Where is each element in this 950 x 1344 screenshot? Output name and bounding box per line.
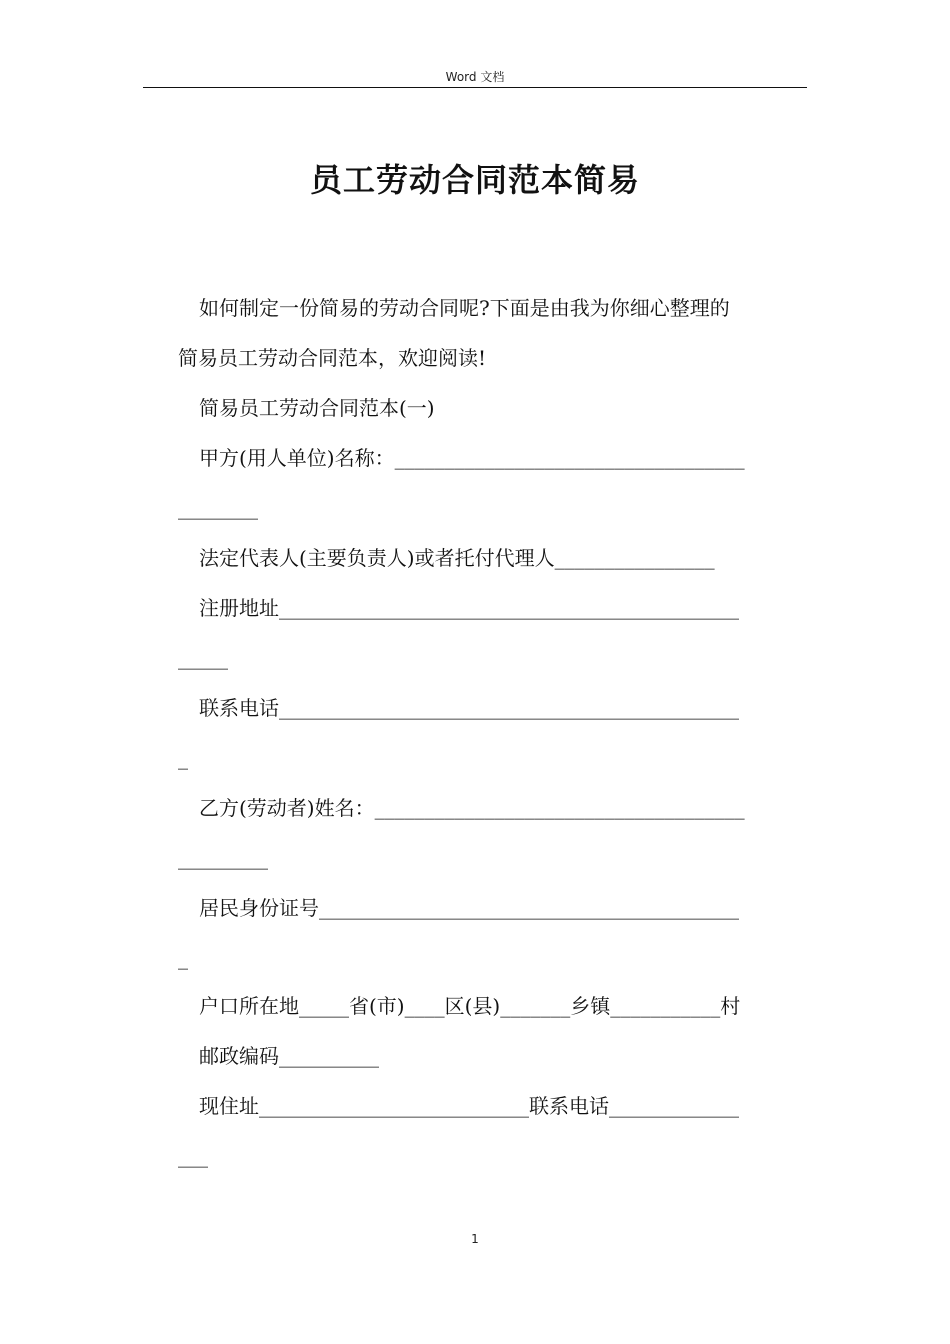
field-registered-address: 注册地址______________________________________________ (199, 596, 739, 620)
document-title: 员工劳动合同范本简易 (309, 161, 640, 199)
section-heading: 简易员工劳动合同范本(一) (199, 396, 435, 420)
field-household-registration: 户口所在地_____省(市)____区(县)_______乡镇___________村 (199, 994, 741, 1018)
field-registered-address-cont: _____ (178, 646, 228, 670)
field-party-b-name-cont: _________ (178, 846, 268, 870)
header-divider (143, 87, 807, 88)
header-label: Word 文档 (445, 70, 505, 84)
field-contact-phone-cont: _ (178, 746, 188, 770)
field-party-a-name: 甲方(用人单位)名称：___________________________________ (199, 446, 745, 470)
field-postal-code: 邮政编码__________ (199, 1044, 379, 1068)
body-paragraph-intro: 如何制定一份简易的劳动合同呢?下面是由我为你细心整理的 (199, 296, 730, 320)
field-current-address: 现住址___________________________联系电话_____________ (199, 1094, 739, 1118)
field-party-b-name: 乙方(劳动者)姓名：_____________________________________ (199, 796, 745, 820)
field-id-number-cont: _ (178, 946, 188, 970)
field-contact-phone: 联系电话______________________________________________ (199, 696, 739, 720)
field-legal-representative: 法定代表人(主要负责人)或者托付代理人________________ (199, 546, 715, 570)
field-id-number: 居民身份证号__________________________________________ (199, 896, 739, 920)
body-paragraph-intro-cont: 简易员工劳动合同范本，欢迎阅读! (178, 346, 487, 370)
page-number: 1 (471, 1232, 479, 1246)
field-party-a-name-cont: ________ (178, 496, 258, 520)
field-current-address-cont: ___ (178, 1144, 208, 1168)
